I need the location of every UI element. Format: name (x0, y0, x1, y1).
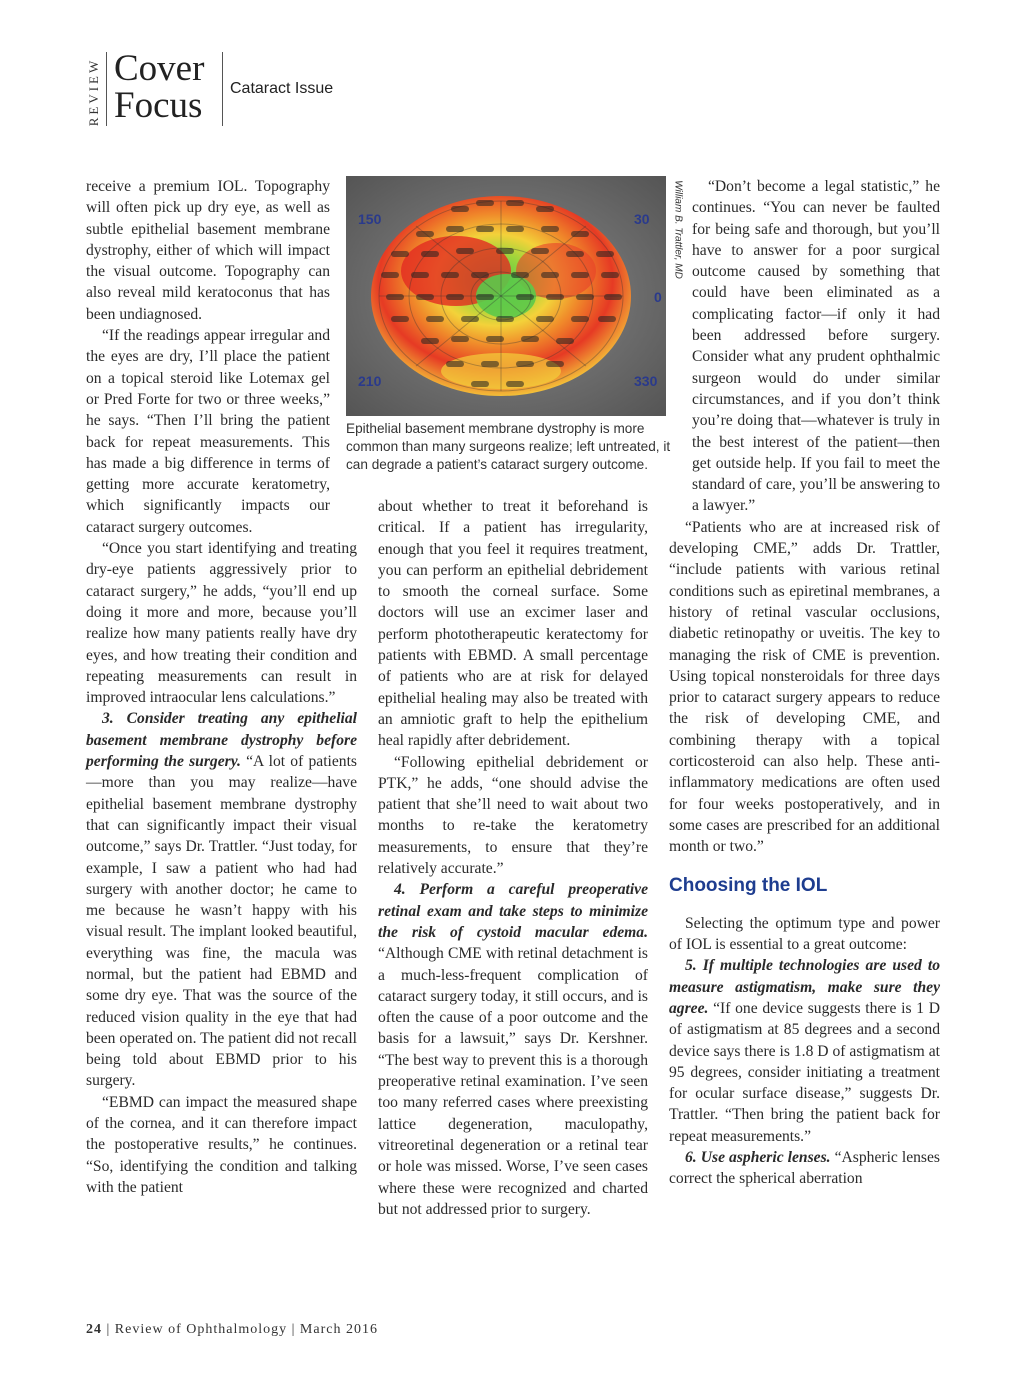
paragraph: “EBMD can impact the measured shape of the cornea, and it can therefore impact the postoperative results,” he continues. “So, identifying the condition and talking with the patient (86, 1093, 357, 1196)
numbered-tip-heading: 5. If multiple technologies are used to measure astigmatism, make sure they agree. (669, 957, 940, 1017)
paragraph: “Once you start identifying and treating dry-eye patients aggressively prior to cataract surgery,” he adds, “you’ll end up doing it more and more, because you’ll realize how many patients really have dry eyes, and how treating their condition and repeating measurements can result in improved intraocular lens calculations.” (86, 540, 357, 707)
paragraph: receive a premium IOL. Topography will often pick up dry eye, as well as subtle epithelial basement membrane dystrophy, either of which will impact the visual outcome. Topography can also reveal mild keratoconus that has been undiagnosed. (86, 178, 330, 323)
subhead: Choosing the IOL (669, 874, 828, 896)
paragraph: Selecting the optimum type and power of IOL is essential to a great outcome: (669, 914, 940, 954)
axis-label-30: 30 (634, 211, 650, 227)
numbered-tip-heading: 3. Consider treating any epithelial basement membrane dystrophy before performing the surgery. (86, 710, 357, 771)
issue-label: Cataract Issue (230, 80, 334, 97)
article-column-2 (378, 496, 648, 1220)
axis-label-0: 0 (654, 289, 662, 305)
section-title-cover: Cover (114, 48, 205, 89)
paragraph: “Patients who are at increased risk of developing CME,” adds Dr. Trattler, “include patients with various retinal conditions such as epiretinal membranes, a history of retinal vascular occlusions, diabetic retinopathy or uveitis. The key to managing the risk of CME is prevention. Using topical nonsteroidals for three days prior to cataract surgery appears to reduce the risk of developing CME, and combining therapy with a topical corticosteroid can also help. These anti-inflammatory medications are often used for four weeks postoperatively, and in some cases are prescribed for an additional month or two.” (669, 518, 940, 856)
paragraph: “Don’t become a legal statistic,” he continues. “You can never be faulted for being safe and thorough, but you’ll have to answer for a poor surgical outcome caused by something that could have been eliminated as a complicating factor—if only it had been addressed before surgery. Consider what any prudent ophthalmic surgeon would do under similar circumstances, and if you don’t think you’re doing that—whatever is truly in the best interest of the patient—then get outside help. If you fail to meet the standard of care, you’ll be answering to a lawyer.” (692, 178, 940, 515)
paragraph: “Following epithelial debridement or PTK,” he adds, “one should advise the patient that she’ll need to wait about two months to re-take the keratometry measurements, to ensure that they’re relatively accurate.” (378, 753, 648, 878)
section-title-focus: Focus (114, 85, 203, 126)
section-title (114, 50, 204, 124)
figure-caption: Epithelial basement membrane dystrophy is more common than many surgeons realize; left untreated, it can degrade a patient’s cataract surgery outcome. (346, 421, 671, 472)
numbered-tip-heading: 6. Use aspheric lenses. (685, 1149, 831, 1167)
paragraph: about whether to treat it beforehand is critical. If a patient has irregularity, enough that you feel it requires treatment, you can perform an epithelial debridement to smooth the corneal surface. Some doctors will use an excimer laser and perform phototherapeutic keratectomy for patients with EBMD. A small percentage of patients who are at risk for delayed epithelial healing may also be treated with an amniotic graft to help the epithelium heal rapidly after debridement. (378, 498, 648, 750)
page-number: 24 (86, 1322, 102, 1337)
axis-label-330: 330 (634, 373, 658, 389)
axis-label-150: 150 (358, 211, 382, 227)
publication-info: | Review of Ophthalmology | March 2016 (102, 1322, 378, 1337)
paragraph: “If the readings appear irregular and the eyes are dry, I’ll place the patient on a topical steroid like Lotemax gel or Pred Forte for two or three weeks,” he says. “Then I’ll bring the patient back for repeat measurements. This has made a big difference in terms of getting more accurate keratometry, which significantly impacts our cataract surgery outcomes. (86, 327, 330, 536)
paragraph: 6. Use aspheric lenses. “Aspheric lenses correct the spherical aberration (669, 1149, 940, 1188)
corneal-topography-map (346, 176, 666, 416)
photo-credit: William B. Trattler, MD (672, 180, 684, 279)
review-label: REVIEW (86, 57, 101, 127)
axis-label-210: 210 (358, 373, 382, 389)
paragraph: 5. If multiple technologies are used to measure astigmatism, make sure they agree. “If one device suggests there is 1 D of astigmatism at 85 degrees and a second device says there is 1.8 D of astigmatism at 95 degrees, consider initiating a treatment for ocular surface disease,” suggests Dr. Trattler. “Then bring the patient back for repeat measurements.” (669, 957, 940, 1145)
article-column-3 (669, 176, 940, 1190)
paragraph: 4. Perform a careful preoperative retinal exam and take steps to minimize the risk of cystoid macular edema. “Although CME with retinal detachment is a much-less-frequent complication of cataract surgery today, it still occurs, and is often the cause of a poor outcome and the basis for a lawsuit,” says Dr. Kershner. “The best way to prevent this is a thorough preoperative retinal examination. I’ve seen too many referred cases where preexisting lattice degeneration, maculopathy, vitreoretinal degeneration or a retinal tear or hole was missed. Worse, I’ve seen cases where these were recognized and charted but not addressed prior to surgery. (378, 881, 648, 1218)
paragraph: 3. Consider treating any epithelial basement membrane dystrophy before performing the surgery. “A lot of patients—more than you may realize—have epithelial basement membrane dystrophy that can significantly impact their visual outcome,” says Dr. Trattler. “Just today, for example, I saw a patient who had had surgery with another doctor; he came to me because he wasn’t happy with his visual result. The implant looked beautiful, everything was fine, the macula was normal, but the patient had EBMD and some dry eye. That was the source of the reduced vision quality in the eye that had been operated on. The patient did not recall being told about EBMD prior to his surgery. (86, 710, 357, 1090)
page-footer (86, 1322, 378, 1338)
header-divider (106, 52, 107, 126)
article-column-1 (86, 176, 357, 1198)
numbered-tip-heading: 4. Perform a careful preoperative retinal exam and take steps to minimize the risk of cystoid macular edema. (378, 881, 648, 941)
header-divider (222, 52, 223, 126)
